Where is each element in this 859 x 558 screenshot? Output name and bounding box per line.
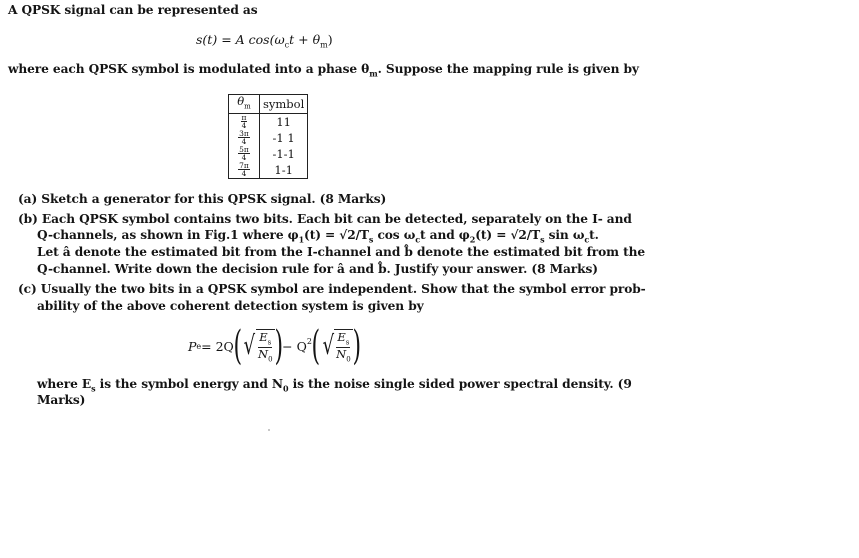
formula-rhs: A cos(ω: [235, 32, 285, 47]
formula-sub-m: m: [320, 40, 328, 50]
formula-close: ): [327, 32, 333, 47]
header-theta: $\theta_m$: [229, 95, 260, 114]
where-line2: Marks): [37, 393, 86, 407]
table-row: [229, 162, 308, 179]
part-b-line2: Q-channels, as shown in Fig.1 where $\varphi_1(t) = √2/T_s$ $\cos \omega_ct$ and $\varphi_2(t) = √2/T_s$ $\sin \omega_ct$.: [37, 228, 599, 245]
table-row: [229, 113, 308, 130]
scan-speck: [268, 429, 270, 431]
table-row: [229, 130, 308, 146]
theta-cell: $\frac{3\pi}{4}$: [229, 130, 260, 146]
part-b-line4: Q-channel. Write down the decision rule for â and b̂. Justify your answer. (8 Marks): [37, 262, 598, 276]
formula-sub-c: c: [284, 40, 290, 50]
sqrt-term-1: √ $E_s$ $N_0$: [243, 329, 273, 363]
error-probability-formula: P e = 2Q ( √ $E_s$ $N_0$ ) − Q $^2$ ( √ $E_s$ $N_0$ ): [188, 323, 361, 369]
signal-formula: [196, 32, 333, 50]
symbol-cell: 11: [260, 113, 308, 130]
question-title: A QPSK signal can be represented as: [8, 3, 258, 17]
part-a: (a) Sketch a generator for this QPSK signal. (8 Marks): [18, 192, 387, 206]
intro-line: [8, 62, 639, 78]
intro-text-a: where each QPSK symbol is modulated into a phase θ: [8, 62, 370, 76]
part-c-line1: (c) Usually the two bits in a QPSK symbol are independent. Show that the symbol error prob-: [18, 282, 646, 296]
theta-cell: $\frac{7\pi}{4}$: [229, 162, 260, 179]
formula-lhs: s(t): [196, 32, 218, 47]
part-b-line1: (b) Each QPSK symbol contains two bits. Each bit can be detected, separately on the I- and: [18, 212, 632, 226]
formula-equals: =: [221, 32, 232, 47]
where-line1: where $E_s$ is the symbol energy and $N_0$ is the noise single sided power spectral density. (9: [37, 377, 632, 394]
part-c-line2: ability of the above coherent detection system is given by: [37, 299, 424, 313]
symbol-cell: -1 1: [260, 130, 308, 146]
header-symbol: symbol: [260, 95, 308, 114]
formula-rhs2: t + θ: [289, 32, 321, 47]
table-row: [229, 146, 308, 162]
symbol-cell: 1-1: [260, 162, 308, 179]
symbol-cell: -1-1: [260, 146, 308, 162]
theta-cell: $\frac{\pi}{4}$: [229, 113, 260, 130]
mapping-table: [228, 94, 308, 179]
theta-cell: $\frac{5\pi}{4}$: [229, 146, 260, 162]
intro-sub: m: [369, 68, 378, 79]
intro-text-b: . Suppose the mapping rule is given by: [377, 62, 639, 76]
sqrt-term-2: √ $E_s$ $N_0$: [322, 329, 351, 363]
part-b-line3: Let â denote the estimated bit from the I-channel and b̂ denote the estimated bit from the: [37, 245, 646, 259]
